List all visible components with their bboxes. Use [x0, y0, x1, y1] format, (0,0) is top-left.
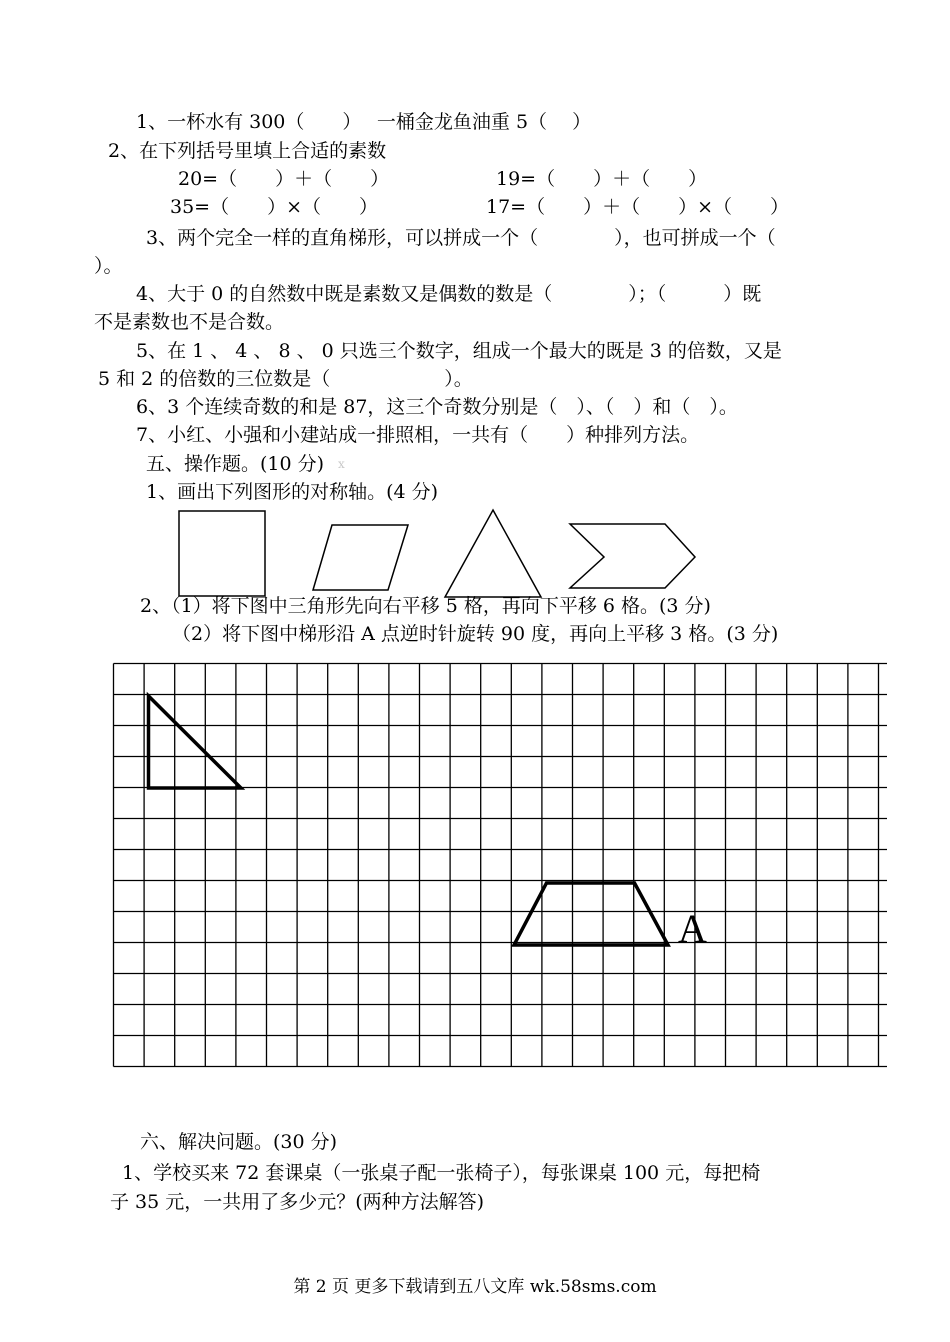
section6-question1-line2: 子 35 元，一共用了多少元？(两种方法解答)	[110, 1191, 485, 1213]
grid-label-a: A	[678, 906, 707, 951]
prime-equation-17: 17=（ ）＋（ ）×（ ）	[486, 196, 790, 218]
section5-title: 五、操作题。(10 分)	[146, 453, 325, 475]
stray-mark: x	[338, 457, 345, 471]
section6-title: 六、解决问题。(30 分)	[140, 1131, 338, 1153]
prime-equation-20: 20=（ ）＋（ ）	[178, 168, 390, 190]
symmetry-shapes	[170, 505, 710, 600]
arrow-chevron-shape	[570, 524, 695, 588]
prime-equation-35: 35=（ ）×（ ）	[170, 196, 379, 218]
square-shape	[179, 511, 265, 596]
prime-equation-19: 19=（ ）＋（ ）	[496, 168, 708, 190]
grid-lines	[114, 664, 888, 1067]
section5-question1: 1、画出下列图形的对称轴。(4 分)	[146, 481, 439, 503]
question-trapezoid-line2: ）。	[94, 255, 123, 277]
question-odd-numbers: 6、3 个连续奇数的和是 87，这三个奇数分别是（ ）、（ ）和（ ）。	[136, 396, 738, 418]
section5-question2-part1: 2、（1）将下图中三角形先向右平移 5 格，再向下平移 6 格。(3 分)	[140, 595, 711, 617]
question-photo: 7、小红、小强和小建站成一排照相，一共有（ ）种排列方法。	[136, 424, 700, 446]
question-units: 1、一杯水有 300（ ） 一桶金龙鱼油重 5（ ）	[136, 111, 592, 133]
grid-trapezoid	[514, 883, 668, 945]
question-numbers-line2: 不是素数也不是合数。	[94, 311, 285, 333]
question-digits-line1: 5、在 1 、 4 、 8 、 0 只选三个数字，组成一个最大的既是 3 的倍数，又是	[136, 340, 782, 362]
question-digits-line2: 5 和 2 的倍数的三位数是（ ）。	[98, 368, 473, 390]
triangle-shape	[445, 510, 541, 597]
question-primes-title: 2、在下列括号里填上合适的素数	[108, 140, 387, 162]
section5-question2-part2: （2）将下图中梯形沿 A 点逆时针旋转 90 度，再向上平移 3 格。(3 分)	[172, 623, 779, 645]
question-trapezoid-line1: 3、两个完全一样的直角梯形，可以拼成一个（ ），也可拼成一个（	[146, 227, 776, 249]
grid-triangle	[149, 696, 242, 788]
section6-question1-line1: 1、学校买来 72 套课桌（一张桌子配一张椅子），每张课桌 100 元，每把椅	[122, 1162, 761, 1184]
grid-diagram	[112, 662, 887, 1076]
page-footer: 第 2 页 更多下载请到五八文库 wk.58sms.com	[293, 1277, 657, 1297]
parallelogram-shape	[313, 525, 408, 590]
question-numbers-line1: 4、大于 0 的自然数中既是素数又是偶数的数是（ ）；（ ）既	[136, 283, 762, 305]
